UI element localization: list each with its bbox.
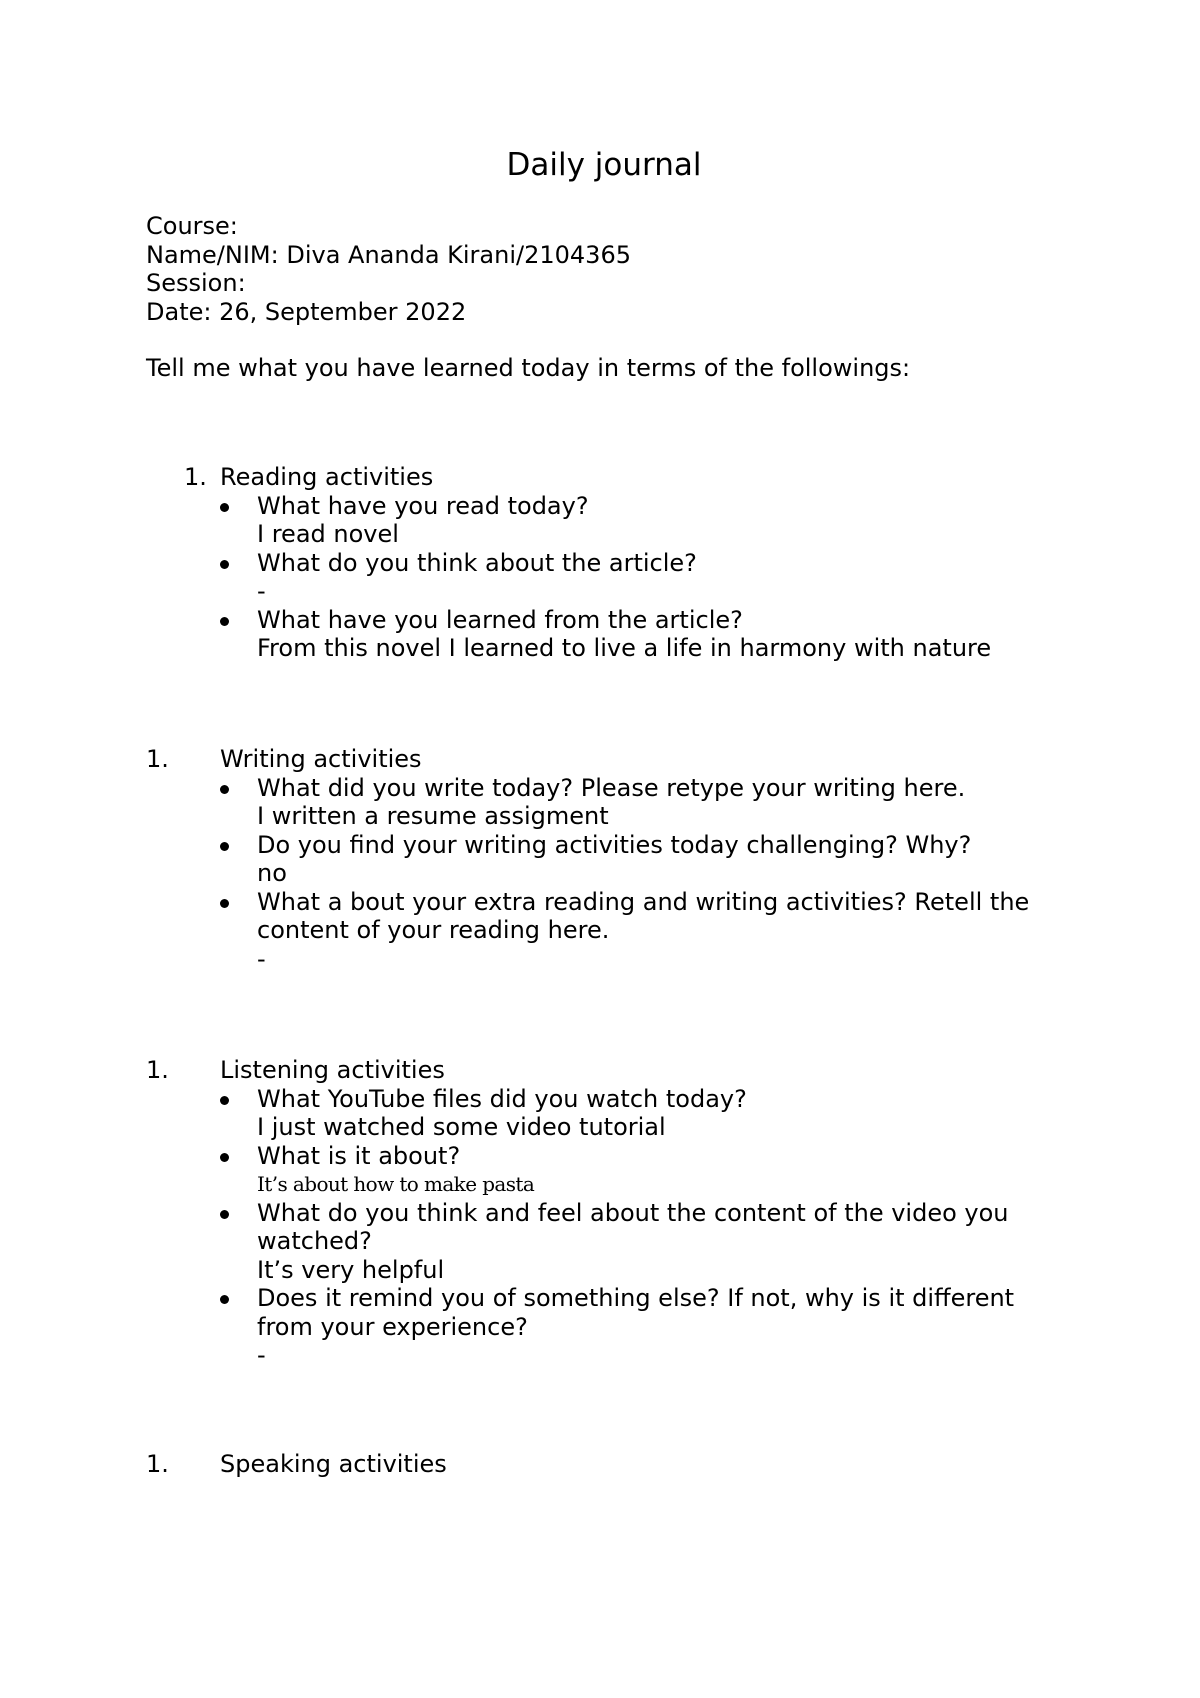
section-reading xyxy=(0,463,1200,663)
bullet-icon xyxy=(220,560,229,569)
section-number: 1. xyxy=(184,463,207,491)
list-item xyxy=(0,492,1057,549)
question-text: Do you find your writing activities today challenging? Why? xyxy=(257,830,972,859)
bullet-icon xyxy=(220,842,229,851)
question-text: What a bout your extra reading and writing activities? Retell the content of your reading here. xyxy=(257,887,1030,944)
question-text: What is it about? xyxy=(257,1141,461,1170)
question-text: What do you think about the article? xyxy=(257,548,697,577)
section-listening xyxy=(0,1056,1200,1370)
list-item xyxy=(0,606,1057,663)
section-number: 1. xyxy=(146,1450,169,1478)
section-number: 1. xyxy=(146,745,169,773)
list-item xyxy=(0,1284,1057,1370)
section-heading xyxy=(0,463,1200,492)
session-line: Session: xyxy=(146,269,246,297)
bullet-icon xyxy=(220,503,229,512)
question-text: Does it remind you of something else? If not, why is it different from your experience? xyxy=(257,1284,1015,1341)
section-title: Listening activities xyxy=(220,1056,445,1084)
bullet-icon xyxy=(220,1096,229,1105)
section-title: Reading activities xyxy=(220,463,434,491)
bullet-icon xyxy=(220,899,229,908)
list-item xyxy=(0,1085,1057,1142)
section-title: Speaking activities xyxy=(220,1450,447,1478)
question-list xyxy=(0,774,1200,974)
bullet-icon xyxy=(220,785,229,794)
date-line: Date: 26, September 2022 xyxy=(146,297,467,326)
section-heading xyxy=(0,745,1200,774)
list-item xyxy=(0,1142,1057,1199)
answer-text: - xyxy=(257,1341,266,1369)
bullet-icon xyxy=(220,1210,229,1219)
answer-text: - xyxy=(257,944,266,973)
course-line: Course: xyxy=(146,212,238,240)
journal-prompt: Tell me what you have learned today in terms of the followings: xyxy=(146,354,911,382)
answer-text: I read novel xyxy=(257,520,399,548)
journal-meta xyxy=(146,212,631,326)
list-item xyxy=(0,549,1057,606)
section-number: 1. xyxy=(146,1056,169,1084)
bullet-icon xyxy=(220,617,229,626)
answer-text: I written a resume assigment xyxy=(257,802,609,830)
name-nim-line: Name/NIM: Diva Ananda Kirani/2104365 xyxy=(146,240,631,269)
section-writing xyxy=(0,745,1200,973)
section-speaking xyxy=(0,1450,1200,1479)
bullet-icon xyxy=(220,1153,229,1162)
answer-text: no xyxy=(257,859,287,887)
answer-text: I just watched some video tutorial xyxy=(257,1113,666,1141)
list-item xyxy=(0,888,1057,974)
section-heading xyxy=(0,1450,1200,1479)
document-title: Daily journal xyxy=(506,147,702,183)
question-text: What have you learned from the article? xyxy=(257,605,743,634)
answer-text: It’s very helpful xyxy=(257,1255,445,1284)
question-text: What have you read today? xyxy=(257,491,589,520)
answer-text: From this novel I learned to live a life in harmony with nature xyxy=(257,634,992,662)
section-title: Writing activities xyxy=(220,745,422,773)
section-heading xyxy=(0,1056,1200,1085)
question-text: What YouTube files did you watch today? xyxy=(257,1084,747,1113)
question-text: What did you write today? Please retype your writing here. xyxy=(257,773,966,802)
answer-text: It’s about how to make pasta xyxy=(257,1172,535,1196)
list-item xyxy=(0,774,1057,831)
bullet-icon xyxy=(220,1295,229,1304)
list-item xyxy=(0,1199,1057,1285)
list-item xyxy=(0,831,1057,888)
answer-text: - xyxy=(257,577,266,605)
question-list xyxy=(0,492,1200,663)
question-text: What do you think and feel about the content of the video you watched? xyxy=(257,1198,1009,1255)
question-list xyxy=(0,1085,1200,1370)
